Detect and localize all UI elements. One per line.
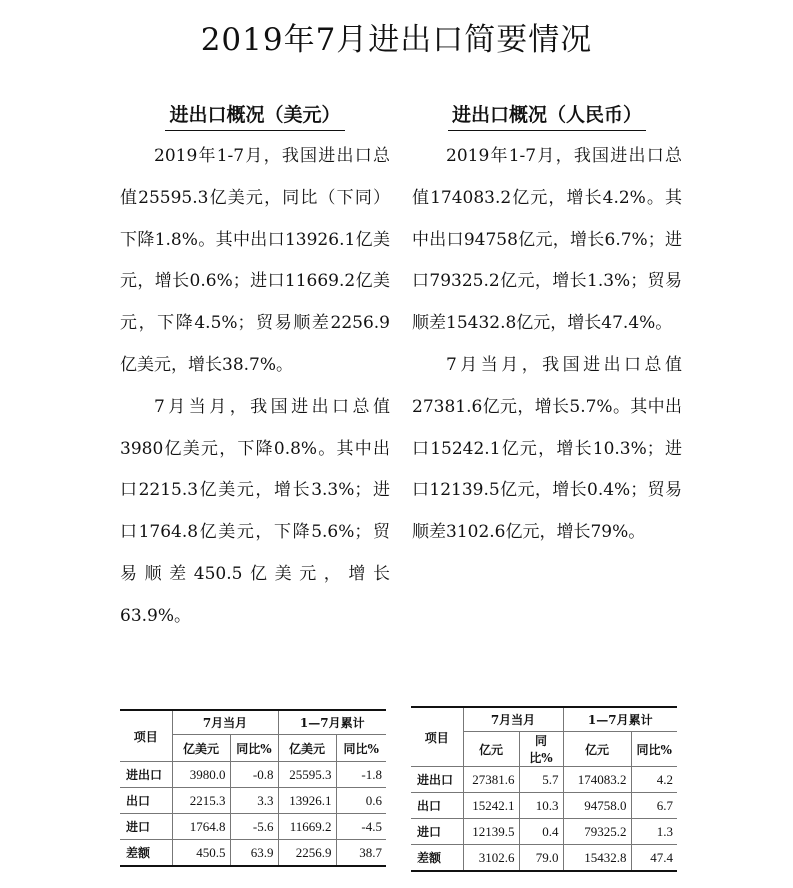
- table-row: [120, 814, 386, 840]
- cell-month-yoy: 10.3: [519, 793, 563, 819]
- table-row: [120, 788, 386, 814]
- table-header-unit: 亿美元: [172, 735, 230, 762]
- cell-ytd-yoy: 1.3: [631, 819, 677, 845]
- cell-month-value: 3980.0: [172, 762, 230, 788]
- cell-ytd-value: 79325.2: [563, 819, 631, 845]
- usd-paragraph-ytd: 2019年1-7月，我国进出口总值25595.3亿美元，同比（下同）下降1.8%。其中出口13926.1亿美元，增长0.6%；进口11669.2亿美元，下降4.5%；贸易顺差2256.9亿美元，增长38.7%。: [120, 146, 390, 375]
- usd-table-body: [120, 762, 386, 867]
- cell-ytd-value: 15432.8: [563, 845, 631, 872]
- cell-month-yoy: -5.6: [230, 814, 278, 840]
- cell-month-value: 1764.8: [172, 814, 230, 840]
- rmb-heading: 进出口概况（人民币）: [412, 100, 682, 131]
- table-header-unit: 亿元: [563, 732, 631, 767]
- cell-ytd-value: 174083.2: [563, 767, 631, 793]
- cell-ytd-value: 13926.1: [278, 788, 336, 814]
- table-header-item: 项目: [411, 707, 463, 767]
- cell-month-value: 450.5: [172, 840, 230, 867]
- table-row: [120, 840, 386, 867]
- table-row: [411, 819, 677, 845]
- cell-row-label: 出口: [411, 793, 463, 819]
- cell-row-label: 进出口: [411, 767, 463, 793]
- cell-ytd-yoy: 4.2: [631, 767, 677, 793]
- rmb-paragraph-ytd: 2019年1-7月，我国进出口总值174083.2亿元，增长4.2%。其中出口94758亿元，增长6.7%；进口79325.2亿元，增长1.3%；贸易顺差15432.8亿元，增长47.4%。: [412, 146, 682, 334]
- cell-ytd-value: 94758.0: [563, 793, 631, 819]
- cell-ytd-value: 2256.9: [278, 840, 336, 867]
- table-header-yoy: 同比%: [631, 732, 677, 767]
- table-row: [120, 762, 386, 788]
- rmb-table-body: [411, 767, 677, 872]
- table-header-unit: 亿元: [463, 732, 519, 767]
- table-header-item: 项目: [120, 710, 172, 762]
- table-row: [411, 845, 677, 872]
- cell-ytd-yoy: -1.8: [336, 762, 386, 788]
- cell-row-label: 出口: [120, 788, 172, 814]
- table-header-month: 7月当月: [172, 710, 278, 735]
- page-title: 2019年7月进出口简要情况: [200, 22, 593, 58]
- cell-ytd-yoy: -4.5: [336, 814, 386, 840]
- table-row: [411, 793, 677, 819]
- cell-month-yoy: 0.4: [519, 819, 563, 845]
- cell-row-label: 差额: [120, 840, 172, 867]
- usd-summary-table: [120, 709, 386, 867]
- table-header-yoy: 同比%: [336, 735, 386, 762]
- rmb-overview-section: [412, 100, 682, 554]
- rmb-summary-table: [411, 706, 677, 872]
- cell-month-yoy: 5.7: [519, 767, 563, 793]
- cell-row-label: 进口: [411, 819, 463, 845]
- table-header-ytd: 1—7月累计: [278, 710, 386, 735]
- cell-row-label: 差额: [411, 845, 463, 872]
- cell-month-value: 27381.6: [463, 767, 519, 793]
- table-header-yoy: 同比%: [519, 732, 563, 767]
- usd-overview-section: [120, 100, 390, 638]
- cell-ytd-yoy: 0.6: [336, 788, 386, 814]
- table-header-unit: 亿美元: [278, 735, 336, 762]
- cell-month-value: 3102.6: [463, 845, 519, 872]
- table-header-ytd: 1—7月累计: [563, 707, 677, 732]
- cell-month-yoy: 63.9: [230, 840, 278, 867]
- cell-ytd-value: 25595.3: [278, 762, 336, 788]
- cell-ytd-yoy: 6.7: [631, 793, 677, 819]
- cell-ytd-yoy: 47.4: [631, 845, 677, 872]
- usd-heading: 进出口概况（美元）: [120, 100, 390, 131]
- table-header-month: 7月当月: [463, 707, 563, 732]
- cell-month-yoy: 3.3: [230, 788, 278, 814]
- table-row: [411, 767, 677, 793]
- cell-row-label: 进出口: [120, 762, 172, 788]
- cell-row-label: 进口: [120, 814, 172, 840]
- cell-month-yoy: -0.8: [230, 762, 278, 788]
- cell-month-value: 2215.3: [172, 788, 230, 814]
- cell-month-value: 12139.5: [463, 819, 519, 845]
- cell-month-yoy: 79.0: [519, 845, 563, 872]
- rmb-paragraph-month: 7月当月，我国进出口总值27381.6亿元，增长5.7%。其中出口15242.1亿元，增长10.3%；进口12139.5亿元，增长0.4%；贸易顺差3102.6亿元，增长79%。: [412, 354, 682, 543]
- cell-ytd-value: 11669.2: [278, 814, 336, 840]
- cell-month-value: 15242.1: [463, 793, 519, 819]
- usd-paragraph-month: 7月当月，我国进出口总值3980亿美元，下降0.8%。其中出口2215.3亿美元，增长3.3%；进口1764.8亿美元，下降5.6%；贸易顺差450.5亿美元，增长63.9%。: [120, 396, 390, 626]
- cell-ytd-yoy: 38.7: [336, 840, 386, 867]
- table-header-yoy: 同比%: [230, 735, 278, 762]
